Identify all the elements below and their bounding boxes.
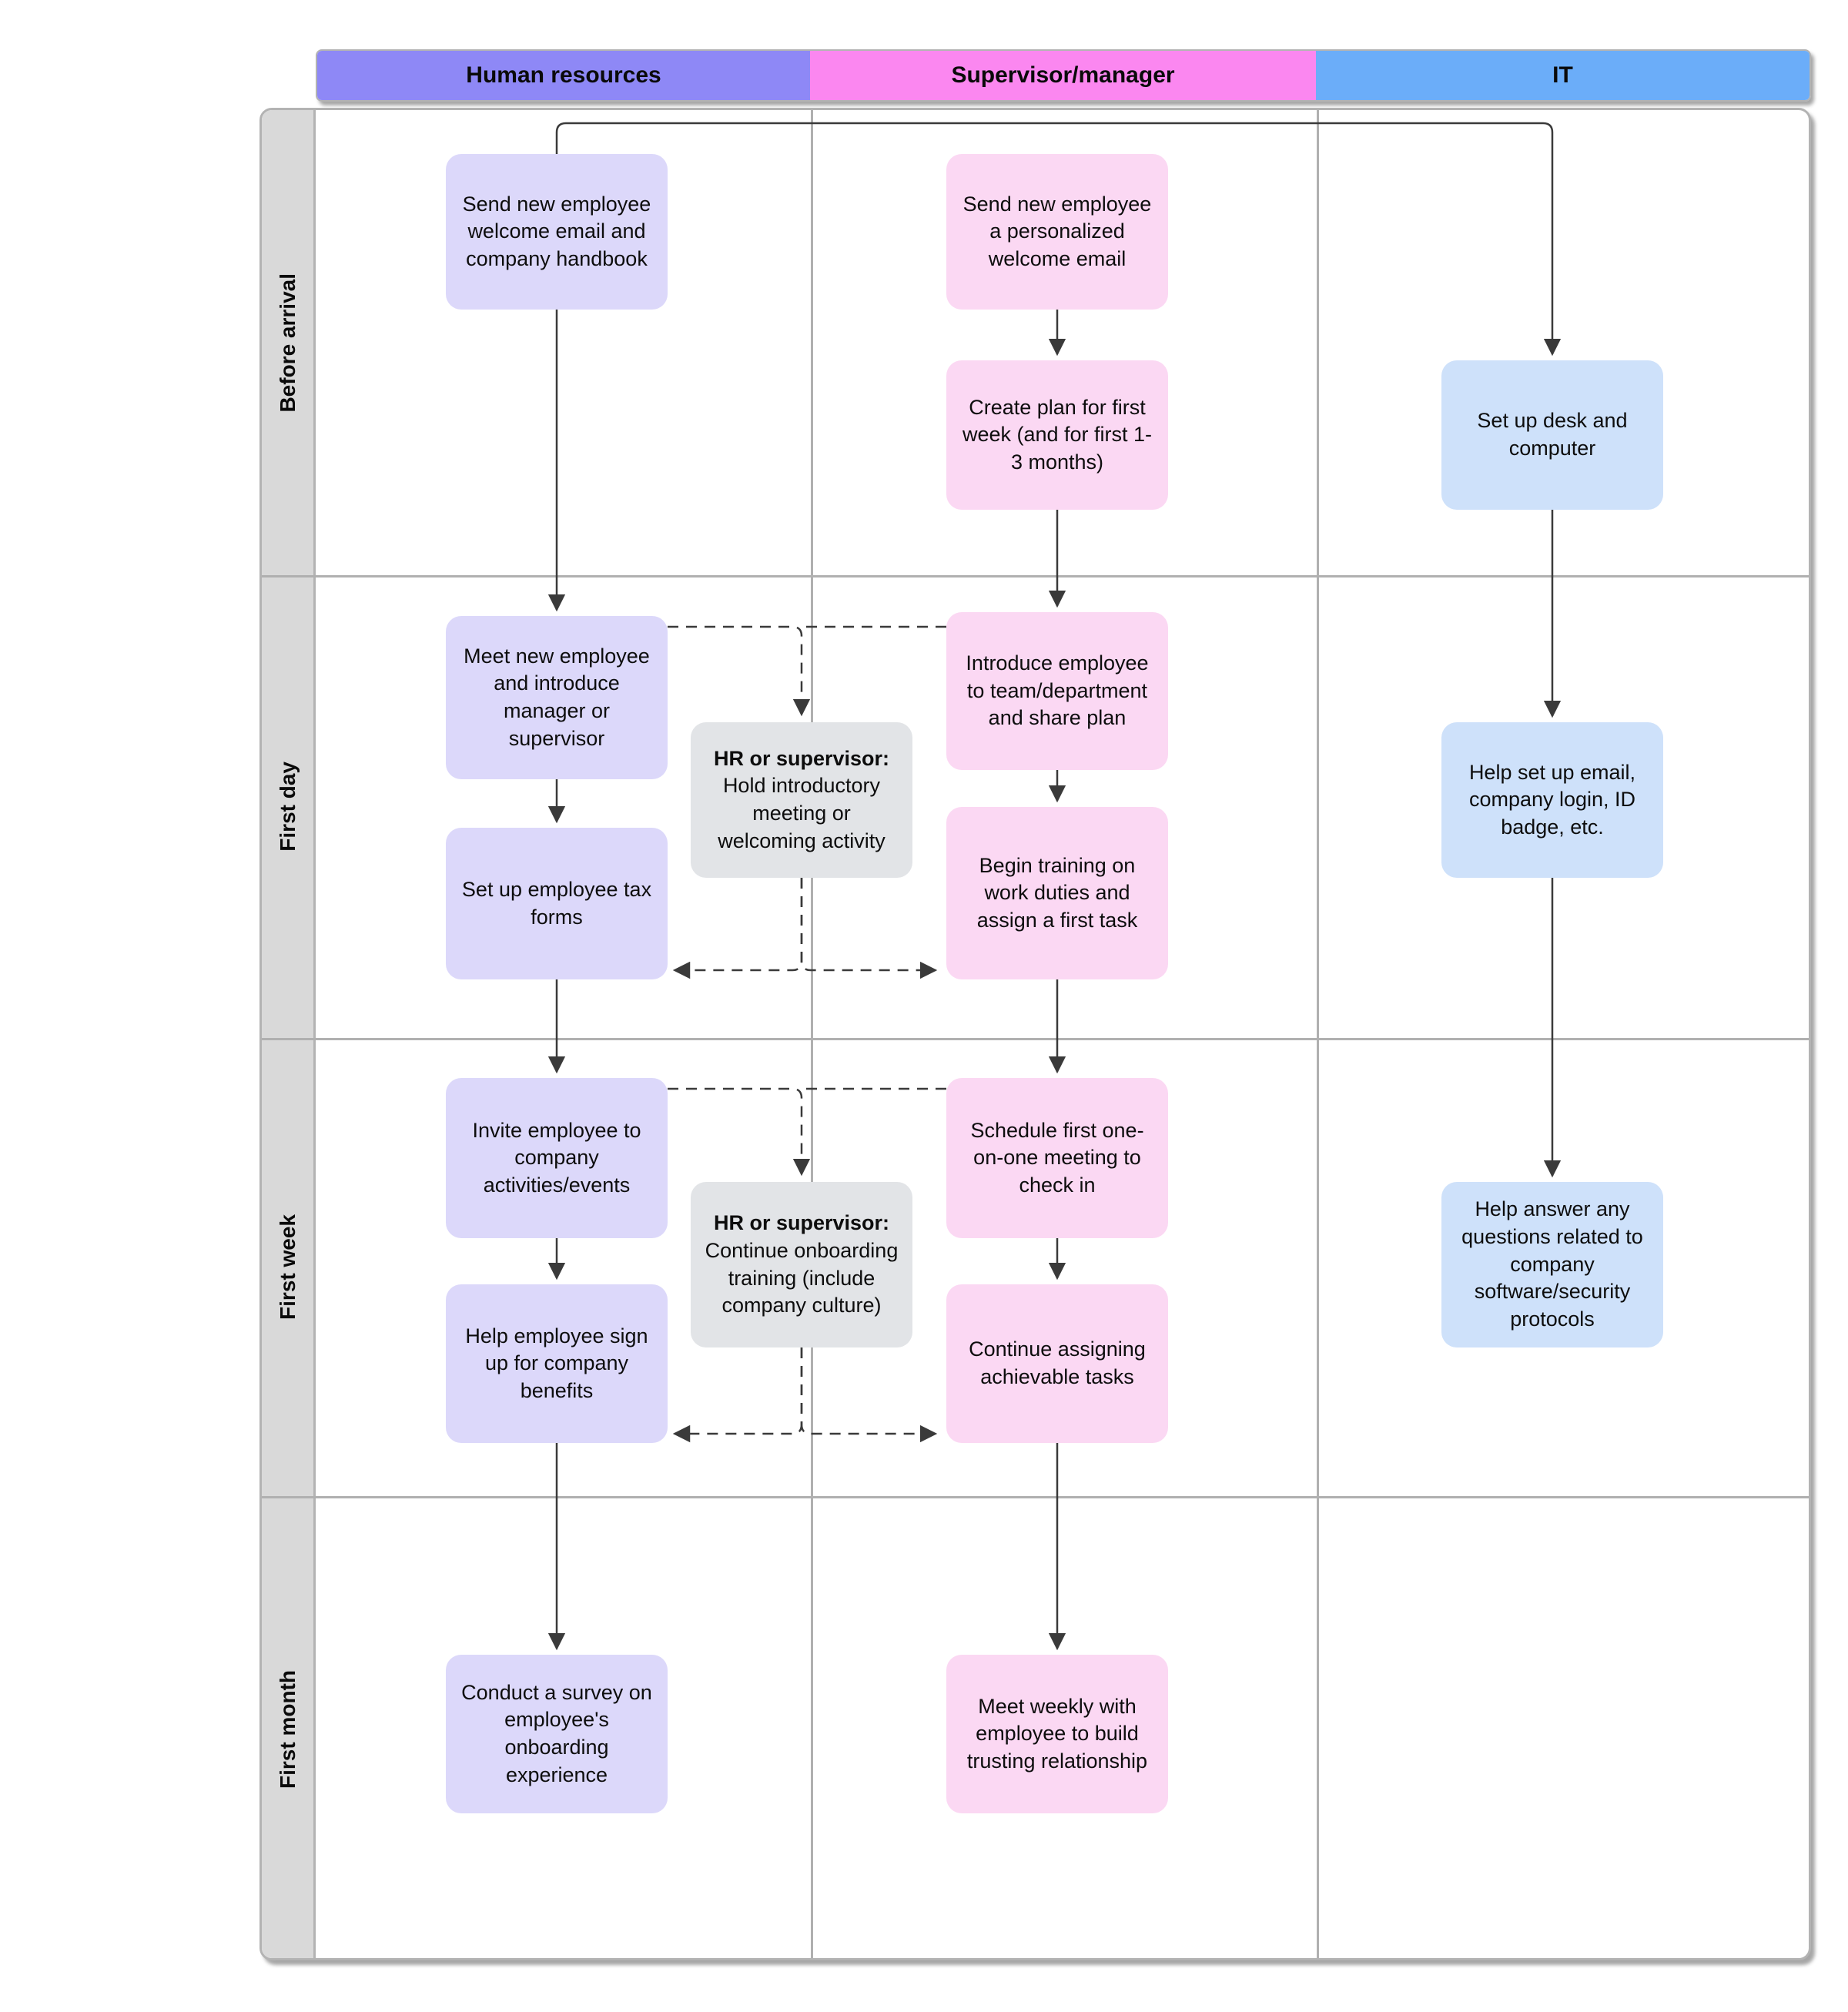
task-it-set-up-desk-computer [1441, 360, 1663, 510]
task-sup-meet-weekly [946, 1655, 1168, 1813]
lane-header-it [1316, 51, 1810, 100]
task-hr-invite-activities [446, 1078, 668, 1238]
task-label: Hold introductory meeting or welcoming activity [718, 774, 886, 852]
task-hr-welcome-email-handbook [446, 154, 668, 310]
task-label: Continue assigning achievable tasks [969, 1337, 1146, 1388]
task-label: Help answer any questions related to company software/security protocols [1461, 1197, 1643, 1331]
phase-cell-first-day [262, 575, 316, 1038]
phase-cell-first-week [262, 1038, 316, 1496]
task-sup-schedule-one-on-one [946, 1078, 1168, 1238]
task-shared-introductory-meeting [691, 722, 912, 878]
task-label-prefix: HR or supervisor: [713, 1211, 890, 1235]
task-hr-onboarding-survey [446, 1655, 668, 1813]
lane-header-human-resources [317, 51, 810, 100]
task-label: Meet weekly with employee to build trusting relationship [966, 1694, 1148, 1773]
task-label: Create plan for first week (and for first 1-3 months) [962, 395, 1153, 474]
task-sup-create-first-week-plan [946, 360, 1168, 510]
task-label: Send new employee a personalized welcome email [962, 192, 1152, 270]
lane-header-label: IT [1552, 62, 1573, 88]
row-divider-3 [262, 1496, 1809, 1498]
row-divider-1 [262, 575, 1809, 577]
lane-divider-hr-supervisor [811, 110, 813, 1958]
task-label: Introduce employee to team/department and share plan [966, 651, 1149, 730]
task-label: Begin training on work duties and assign a first task [976, 853, 1138, 932]
task-label: Help employee sign up for company benefits [465, 1324, 648, 1402]
lane-header-supervisor-manager [810, 51, 1316, 100]
lane-header-label: Supervisor/manager [951, 62, 1175, 88]
phase-label: Before arrival [275, 273, 300, 413]
task-sup-begin-training [946, 807, 1168, 979]
phase-label: First month [275, 1670, 300, 1789]
task-hr-company-benefits [446, 1284, 668, 1443]
phase-cell-first-month [262, 1496, 316, 1960]
task-label: Set up employee tax forms [461, 877, 652, 929]
task-label: Invite employee to company activities/events [472, 1118, 641, 1197]
lane-header-label: Human resources [466, 62, 661, 88]
task-label: Help set up email, company login, ID badge, etc. [1468, 760, 1636, 839]
task-label: Set up desk and computer [1477, 409, 1628, 460]
row-divider-2 [262, 1038, 1809, 1040]
task-sup-continue-assigning-tasks [946, 1284, 1168, 1443]
task-label: Continue onboarding training (include company culture) [705, 1238, 899, 1317]
task-sup-personalized-welcome-email [946, 154, 1168, 310]
lane-header-bar [316, 49, 1811, 102]
task-hr-tax-forms [446, 828, 668, 979]
task-it-email-login-badge [1441, 722, 1663, 878]
phase-cell-before-arrival [262, 110, 316, 575]
task-hr-meet-new-employee [446, 616, 668, 779]
task-sup-introduce-to-team [946, 612, 1168, 770]
lane-divider-supervisor-it [1317, 110, 1319, 1958]
task-label-prefix: HR or supervisor: [713, 746, 890, 770]
phase-label: First day [275, 762, 300, 852]
task-shared-continue-onboarding-training [691, 1182, 912, 1347]
task-label: Schedule first one-on-one meeting to check in [970, 1118, 1144, 1197]
task-label: Send new employee welcome email and company handbook [462, 192, 651, 270]
task-label: Conduct a survey on employee's onboarding experience [461, 1680, 652, 1786]
phase-label: First week [275, 1214, 300, 1320]
task-it-answer-software-security-questions [1441, 1182, 1663, 1347]
task-label: Meet new employee and introduce manager or supervisor [464, 644, 650, 750]
